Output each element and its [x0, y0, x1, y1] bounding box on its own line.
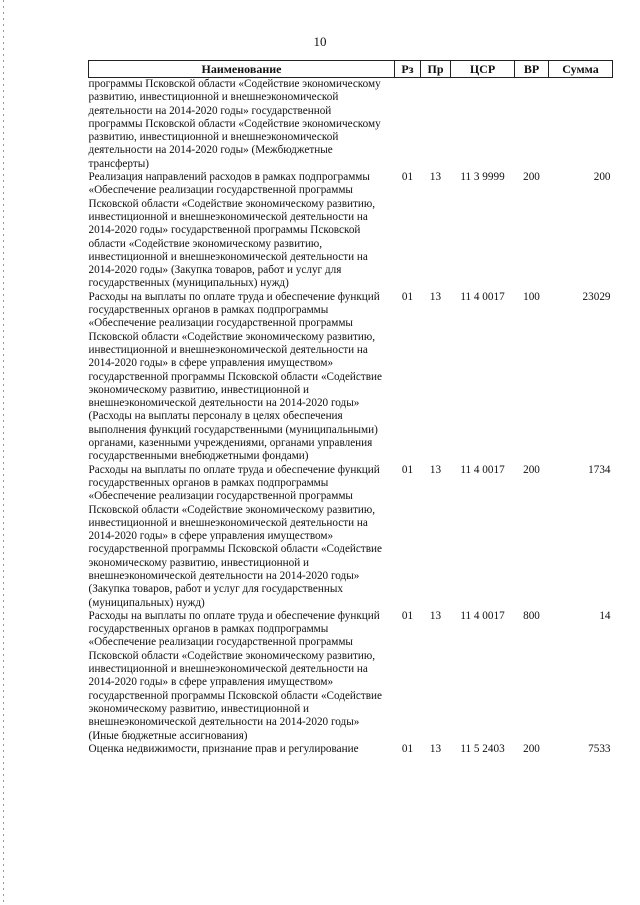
- header-pr: Пр: [421, 61, 451, 78]
- row-sum: [549, 78, 613, 172]
- row-pr: [421, 78, 451, 172]
- table-row: [89, 464, 613, 610]
- row-rz: 01: [401, 742, 414, 755]
- row-pr: 13: [429, 742, 442, 755]
- row-sum: 200: [593, 171, 611, 184]
- header-csr: ЦСР: [451, 61, 515, 78]
- scan-edge: [3, 0, 4, 905]
- row-name: Реализация направлений расходов в рамках подпрограммы «Обеспечение реализации государственной программы Псковской области «Содействие экономическому развитию, инвестиционной и внешнеэкономической деятельности на 2014-2020 годы» государственной программы Псковской области «Содействие экономическому развитию, инвестиционной и внешнеэкономической деятельности на 2014-2020 годы» (Закупка товаров, работ и услуг для государственных (муниципальных) нужд): [88, 171, 376, 290]
- budget-table: [88, 60, 613, 756]
- row-csr: 11 4 0017: [460, 609, 505, 622]
- row-vr: 200: [523, 463, 540, 476]
- row-csr: 11 4 0017: [460, 463, 505, 476]
- row-vr: 200: [523, 171, 540, 184]
- row-name: Оценка недвижимости, признание прав и регулирование: [88, 742, 359, 755]
- row-name: Расходы на выплаты по оплате труда и обеспечение функций государственных органов в рамках подпрограммы «Обеспечение реализации государственной программы Псковской области «Содействие экономическому развитию, инвестиционной и внешнеэкономической деятельности на 2014-2020 годы» в сфере управления имуществом» государственной программы Псковской области «Содействие экономическому развитию, инвестиционной и внешнеэкономической деятельности на 2014-2020 годы» (Расходы на выплаты персоналу в целях обеспечения выполнения функций государственными (муниципальными) органами, казенными учреждениями, органами управления государственными внебюджетными фондами): [88, 290, 383, 463]
- row-rz: 01: [401, 463, 414, 476]
- row-csr: [451, 78, 515, 172]
- header-rz: Рз: [395, 61, 421, 78]
- row-vr: 100: [523, 290, 540, 303]
- row-csr: 11 5 2403: [460, 742, 505, 755]
- row-rz: 01: [401, 171, 414, 184]
- row-vr: 200: [523, 742, 540, 755]
- header-sum: Сумма: [549, 61, 613, 78]
- row-name: Расходы на выплаты по оплате труда и обеспечение функций государственных органов в рамках подпрограммы «Обеспечение реализации государственной программы Псковской области «Содействие экономическому развитию, инвестиционной и внешнеэкономической деятельности на 2014-2020 годы» в сфере управления имуществом» государственной программы Псковской области «Содействие экономическому развитию, инвестиционной и внешнеэкономической деятельности на 2014-2020 годы» (Закупка товаров, работ и услуг для государственных (муниципальных) нужд): [88, 463, 383, 609]
- table-row: [89, 743, 613, 756]
- table-row: [89, 610, 613, 743]
- row-pr: 13: [429, 609, 442, 622]
- row-sum: 23029: [582, 290, 611, 303]
- row-csr: 11 4 0017: [460, 290, 505, 303]
- table-row: [89, 171, 613, 291]
- row-vr: 800: [523, 609, 540, 622]
- row-pr: 13: [429, 171, 442, 184]
- page-number: 10: [313, 34, 327, 49]
- row-rz: [395, 78, 421, 172]
- row-sum: 14: [599, 609, 611, 622]
- row-pr: 13: [429, 290, 442, 303]
- row-name: программы Псковской области «Содействие экономическому развитию, инвестиционной и внешнеэкономической деятельности на 2014-2020 годы» государственной программы Псковской области «Содействие экономическому развитию, инвестиционной и внешнеэкономической деятельности на 2014-2020 годы» (Межбюджетные трансферты): [88, 78, 381, 170]
- row-vr: [515, 78, 549, 172]
- table-row: [89, 291, 613, 464]
- row-csr: 11 3 9999: [460, 171, 505, 184]
- header-name: Наименование: [89, 61, 395, 78]
- row-rz: 01: [401, 609, 414, 622]
- row-sum: 7533: [588, 742, 611, 755]
- row-rz: 01: [401, 290, 414, 303]
- row-pr: 13: [429, 463, 442, 476]
- table-row: [89, 78, 613, 172]
- header-vr: ВР: [515, 61, 549, 78]
- row-name: Расходы на выплаты по оплате труда и обеспечение функций государственных органов в рамках подпрограммы «Обеспечение реализации государственной программы Псковской области «Содействие экономическому развитию, инвестиционной и внешнеэкономической деятельности на 2014-2020 годы» в сфере управления имуществом» государственной программы Псковской области «Содействие экономическому развитию, инвестиционной и внешнеэкономической деятельности на 2014-2020 годы» (Иные бюджетные ассигнования): [88, 609, 383, 742]
- row-sum: 1734: [588, 463, 611, 476]
- table-header-row: [89, 61, 613, 78]
